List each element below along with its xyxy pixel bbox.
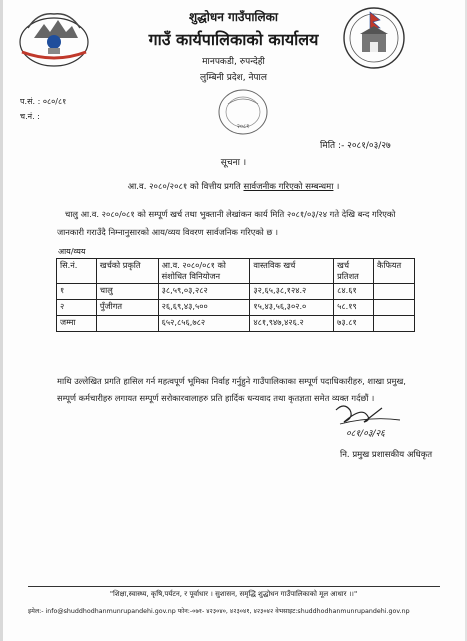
table-cell: ७३.८१ (334, 316, 374, 332)
address-line-2: लुम्बिनी प्रदेश, नेपाल (200, 73, 267, 83)
header-cell: सि.नं. (57, 259, 97, 284)
signer-title: नि. प्रमुख प्रशासकीय अधिकृत (340, 450, 433, 460)
notice-title: सूचना । (220, 158, 247, 168)
table-cell (374, 300, 415, 316)
table-cell: ३८,५९,०३,२८२ (158, 284, 250, 300)
municipality-name: शुद्धोधन गाउँपालिका (188, 10, 278, 24)
svg-text:०८१/०३/२६: ०८१/०३/२६ (346, 429, 385, 439)
address-line-1: मानपकडी, रुपन्देही (202, 57, 265, 67)
table-cell: ८४.६१ (334, 284, 374, 300)
table-cell: चालु (96, 284, 158, 300)
letter-date: मिति :- २०८१/०३/२७ (320, 141, 391, 151)
body-paragraph: चालु आ.व. २०८०/०८१ को सम्पूर्ण खर्च तथा भुक्तानी लेखांकन कार्य मिति २०८१/०३/२४ गते देखि बन्द गरिएको जानकारी गराउँदै निम्नानुसारको आय/व्यय विवरण सार्वजनिक गरिएको छ । (57, 209, 396, 237)
table-cell: ५८.१९ (334, 300, 374, 316)
header-cell: खर्चको प्रकृति (96, 259, 158, 284)
table-cell (96, 316, 158, 332)
header-cell: खर्च प्रतिशत (334, 259, 374, 284)
table-cell: २६,६९,४३,५०० (158, 300, 250, 316)
header-cell: वास्तविक खर्च (250, 259, 334, 284)
subject-underlined: सार्वजनीक गरिएको सम्बन्धमा (243, 182, 334, 192)
office-title: गाउँ कार्यपालिकाको कार्यालय (148, 30, 319, 49)
footer-contact: इमेल:- info@shuddhodhanmunrupandehi.gov.np फोन:-०७१- ४२३०४०, ४२३०४१, ४२३०४२ वेभसाइट:shuddhodhanmunrupandehi.gov.np (28, 608, 410, 615)
table-cell: ४८१,९४७,४२६.२ (250, 316, 334, 332)
subject-prefix: आ.व. २०८०/२०८१ को वित्तीय प्रगति (127, 182, 241, 192)
table-header-row (57, 259, 415, 284)
table-cell: १ (57, 284, 97, 300)
svg-text:२०८१: २०८१ (236, 123, 250, 130)
footer-divider (28, 586, 440, 587)
handwritten-signature (330, 400, 412, 440)
table-cell: २ (57, 300, 97, 316)
table-row (57, 300, 415, 316)
table-caption: आय/व्यय (58, 247, 86, 256)
scan-edge-left (0, 0, 3, 641)
table-cell: जम्मा (57, 316, 97, 332)
income-expense-table (56, 258, 415, 332)
table-cell: १५,४३,५६,३०२.० (250, 300, 334, 316)
office-stamp-icon (216, 86, 270, 138)
subject-suffix: । (336, 182, 340, 192)
table-total-row (57, 316, 415, 332)
table-cell: ६५२,८५६,७८२ (158, 316, 250, 332)
table-row (57, 284, 415, 300)
footer-slogan: "शिक्षा,स्वास्थ्य, कृषि,पर्यटन, र पूर्वाधार । सुशासन, समृद्धि शुद्धोधन गाउँपालिकाको मूल आधार ।।" (109, 590, 358, 598)
closing-paragraph: माथि उल्लेखित प्रगति हासिल गर्न महत्वपूर्ण भूमिका निर्वाह गर्नुहुने गाउँपालिकाका सम्पूर्ण पदाधिकारीहरु, शाखा प्रमुख, सम्पूर्ण कर्मचारीहरु लगायत सम्पूर्ण सरोकारवालाहरु प्रति हार्दिक धन्यवाद तथा कृतज्ञता समेत व्यक्त गर्दछौं । (57, 376, 406, 403)
reference-number: प.सं. : ०८०/८१ (20, 97, 67, 106)
table-cell: ३२,६५,३८,१२४.२ (250, 284, 334, 300)
table-cell: पुँजीगत (96, 300, 158, 316)
table-cell (374, 284, 415, 300)
header-cell: आ.व. २०८०/०८१ को संशोधित विनियोजन (158, 259, 250, 284)
dispatch-number: च.नं. : (20, 112, 40, 121)
table-cell (374, 316, 415, 332)
subject-line (0, 181, 467, 192)
header-cell: कैफियत (374, 259, 415, 284)
